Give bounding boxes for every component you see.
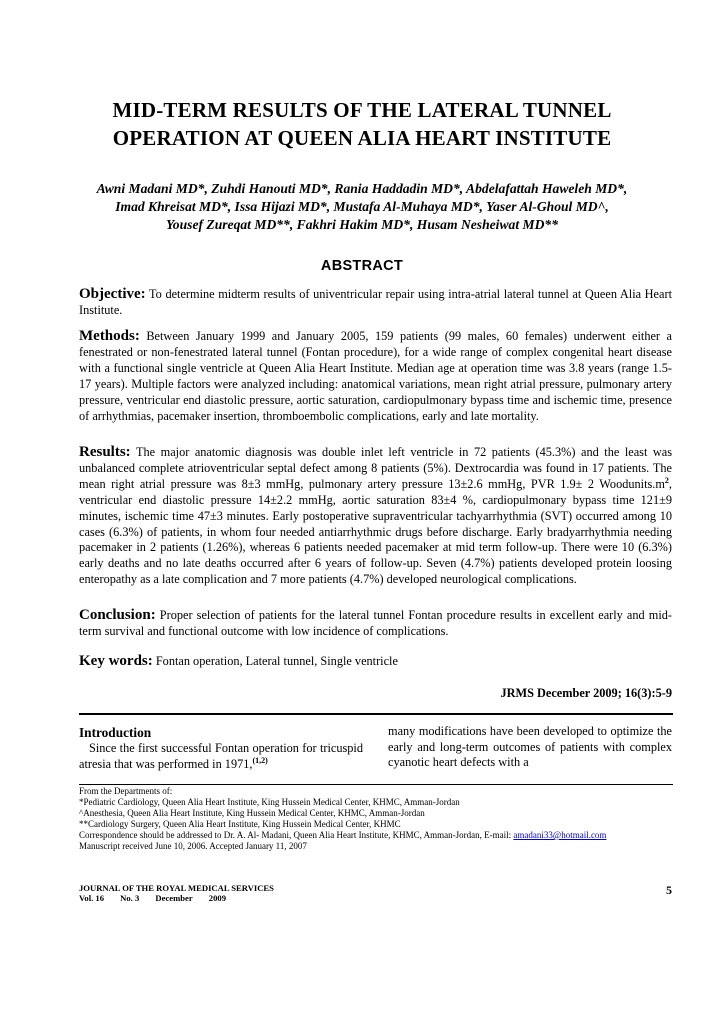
intro-left-column xyxy=(79,724,363,772)
abstract-objective xyxy=(79,287,672,319)
footnote-line: ^Anesthesia, Queen Alia Heart Institute, King Hussein Medical Center, KHMC, Amman-Jordan xyxy=(79,808,425,818)
footnote-line: From the Departments of: xyxy=(79,786,173,796)
author-list xyxy=(70,180,654,234)
conclusion-text: Proper selection of patients for the lateral tunnel Fontan procedure results in excellent early and mid-term survival and functional outcome with low incidence of complications. xyxy=(79,608,672,638)
results-text-part1: The major anatomic diagnosis was double inlet left ventricle in 72 patients (45.3%) and the least was unbalanced complete atrioventricular septal defect among 8 patients (5%). Dextrocardia was found in 17 patients. The mean right atrial pressure was 8±3 mmHg, pulmonary artery pressure 13±2.6 mmHg, PVR 1.9± 2 Woodunits.m xyxy=(79,445,673,491)
intro-paragraph xyxy=(79,741,363,772)
footnote-line: Manuscript received June 10, 2006. Accepted January 11, 2007 xyxy=(79,841,307,851)
keywords-label: Key words: xyxy=(79,653,153,669)
authors-line-1: Awni Madani MD*, Zuhdi Hanouti MD*, Rania Haddadin MD*, Abdelafattah Haweleh MD*, xyxy=(96,181,628,196)
footnote-line: **Cardiology Surgery, Queen Alia Heart Institute, King Hussein Medical Center, KHMC xyxy=(79,819,401,829)
footnote-divider xyxy=(79,784,673,785)
keywords-text: Fontan operation, Lateral tunnel, Single ventricle xyxy=(155,654,398,668)
title-line-1: MID-TERM RESULTS OF THE LATERAL TUNNEL xyxy=(112,98,612,122)
journal-number: No. 3 xyxy=(120,893,140,903)
section-divider xyxy=(79,713,673,715)
methods-label: Methods: xyxy=(79,328,140,344)
authors-line-2: Imad Khreisat MD*, Issa Hijazi MD*, Mustafa Al-Muhaya MD*, Yaser Al-Ghoul MD^, xyxy=(115,199,609,214)
journal-year: 2009 xyxy=(208,893,226,903)
abstract-heading: ABSTRACT xyxy=(320,258,404,274)
intro-left-text: Since the first successful Fontan operation for tricuspid atresia that was performed in 1971, xyxy=(79,741,363,771)
footnotes xyxy=(79,786,673,852)
footnote-line: *Pediatric Cardiology, Queen Alia Heart Institute, King Hussein Medical Center, KHMC, Amman-Jordan xyxy=(79,797,460,807)
correspondence-text: Correspondence should be addressed to Dr. A. Al- Madani, Queen Alia Heart Institute, KHMC, Amman-Jordan, E-mail: xyxy=(79,830,514,840)
reference-marker: (1,2) xyxy=(252,755,268,765)
abstract-results xyxy=(79,445,672,588)
objective-text: To determine midterm results of univentricular repair using intra-atrial lateral tunnel at Queen Alia Heart Institute. xyxy=(79,287,672,317)
intro-right-text: many modifications have been developed to optimize the early and long-term outcomes of patients with complex cyanotic heart defects with a xyxy=(388,724,672,770)
results-label: Results: xyxy=(79,444,131,460)
results-text-part2: , ventricular end diastolic pressure 14±2.2 mmHg, aortic saturation 83±4 %, cardiopulmonary bypass time 121±9 minutes, ischemic time 47±3 minutes. Early postoperative supraventricular tachyarrhythmia (SVT) occurred among 10 cases (6.3%) of patients, in whom four needed antiarrhythmic drugs before discharge. Early bradyarrhythmia needing pacemaker in 2 patients (1.26%), whereas 6 patients needed pacemaker at mid term follow-up. There were 10 (6.3%) early deaths and no late deaths occurred after 6 years of follow-up. Seven (4.7%) patients developed protein loosing enteropathy as a late complication and 7 more patients (4.7%) developed neurological complications. xyxy=(79,476,672,587)
journal-volume: Vol. 16 xyxy=(79,893,104,903)
abstract-conclusion xyxy=(79,608,672,640)
title-line-2: OPERATION AT QUEEN ALIA HEART INSTITUTE xyxy=(112,126,612,150)
intro-right-column xyxy=(388,724,672,771)
results-superscript: 2 xyxy=(664,475,669,485)
email-link[interactable]: amadani33@hotmail.com xyxy=(513,830,607,840)
journal-footer xyxy=(79,883,274,903)
journal-issue xyxy=(79,893,274,903)
methods-text: Between January 1999 and January 2005, 159 patients (99 males, 60 females) underwent either a fenestrated or non-fenestrated lateral tunnel (Fontan procedure), for a wide range of complex congenital heart disease with a functional single ventricle at Queen Alia Heart Institute. Median age at operation time was 3.8 years (range 1.5-17 years). Multiple factors were analyzed including: anatomical variations, mean right atrial pressure, pulmonary artery pressure, ventricular end diastolic pressure, aortic saturation, cardiopulmonary bypass time and ischemic time, presence of arrhythmias, pacemaker insertion, thromboembolic complications, early and late mortality. xyxy=(79,329,672,423)
objective-label: Objective: xyxy=(79,286,146,302)
journal-month: December xyxy=(155,893,193,903)
paper-title xyxy=(60,96,664,152)
correspondence-line xyxy=(79,830,673,841)
introduction-heading: Introduction xyxy=(79,725,152,740)
abstract-keywords xyxy=(79,654,672,670)
journal-citation: JRMS December 2009; 16(3):5-9 xyxy=(500,686,672,700)
authors-line-3: Yousef Zureqat MD**, Fakhri Hakim MD*, Husam Nesheiwat MD** xyxy=(166,217,558,232)
abstract-methods xyxy=(79,329,672,424)
journal-name: JOURNAL OF THE ROYAL MEDICAL SERVICES xyxy=(79,883,274,893)
page-number: 5 xyxy=(666,883,672,897)
conclusion-label: Conclusion: xyxy=(79,607,156,623)
